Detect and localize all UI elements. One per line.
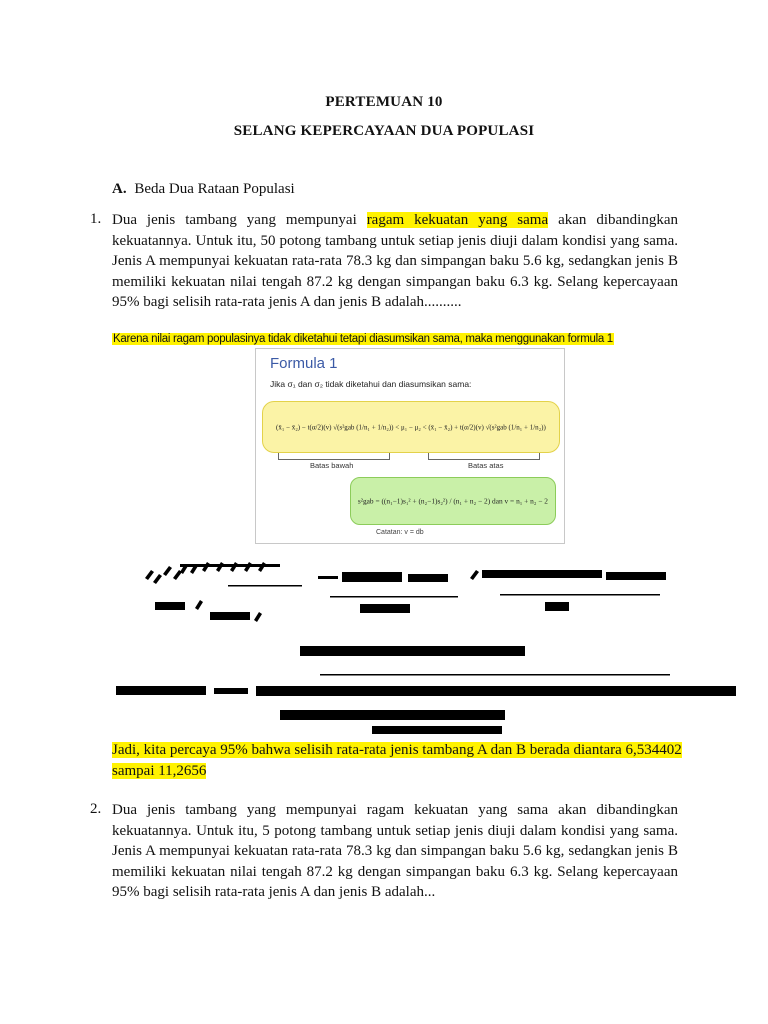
lower-bound-label: Batas bawah — [310, 461, 354, 470]
garbled-fragment — [360, 604, 410, 613]
garbled-fragment — [300, 646, 525, 656]
upper-bound-label: Batas atas — [468, 461, 504, 470]
garbled-fragment — [545, 602, 569, 611]
garbled-fragment — [145, 566, 182, 584]
conclusion-highlight: Jadi, kita percaya 95% bahwa selisih rata-rata jenis tambang A dan B berada diantara 6,534402 sampai 11,2656 — [112, 742, 682, 779]
garbled-fragment — [180, 562, 280, 574]
confidence-interval-formula — [262, 401, 560, 453]
formula-box — [255, 348, 565, 544]
conclusion-text — [112, 740, 688, 782]
garbled-fragment — [372, 726, 502, 734]
question-2-number: 2. — [90, 801, 102, 817]
question-1-text-pre: Dua jenis tambang yang mempunyai — [112, 212, 367, 228]
pooled-variance-formula — [350, 477, 556, 525]
garbled-fragment — [116, 686, 736, 696]
garbled-fragment — [210, 612, 262, 622]
section-title: Beda Dua Rataan Populasi — [134, 181, 295, 197]
section-heading — [112, 181, 295, 198]
garbled-fragment — [470, 570, 666, 580]
formula-title: Formula 1 — [270, 355, 338, 372]
section-label: A. — [112, 181, 127, 197]
question-1-number: 1. — [90, 211, 102, 227]
pooled-variance-formula-text: s²gab = ((n₁−1)s₁² + (n₂−1)s₂²) / (n₁ + n₂ − 2) dan v = n₁ + n₂ − 2 — [357, 496, 549, 506]
question-1-text — [112, 210, 678, 313]
page-subtitle: SELANG KEPERCAYAAN DUA POPULASI — [233, 123, 535, 139]
upper-bound-brace — [428, 453, 540, 460]
formula-note: Karena nilai ragam populasinya tidak diketahui tetapi diasumsikan sama, maka menggunakan formula 1 — [113, 333, 613, 345]
question-2-text: Dua jenis tambang yang mempunyai ragam kekuatan yang sama akan dibandingkan kekuatannya. Untuk itu, 5 potong tambang untuk setiap jenis diuji dalam kondisi yang sama. Jenis A mempunyai kekuatan rata-rata 78.3 kg dan simpangan baku 5.6 kg, sedangkan jenis B memiliki kekuatan nilai tengah 87.2 kg dengan simpangan baku 6.3 kg. Selang kepercayaan 95% bagi selisih rata-rata jenis A dan jenis B adalah... — [112, 802, 678, 901]
question-1-highlight: ragam kekuatan yang sama — [366, 212, 549, 228]
garbled-fragment — [318, 572, 448, 582]
question-1-text-post: akan dibandingkan kekuatannya. Untuk itu, 50 potong tambang untuk setiap jenis diuji dalam kondisi yang sama. Jenis A mempunyai kekuatan rata-rata 78.3 kg dan simpangan baku 5.6 kg, sedangkan jenis B memiliki kekuatan nilai tengah 87.2 kg dengan simpangan baku 6.3 kg. Selang kepercayaan 95% bagi selisih rata-rata jenis A dan jenis B adalah.......... — [112, 212, 678, 311]
formula-footnote: Catatan: v = db — [376, 529, 424, 536]
page-title: PERTEMUAN 10 — [325, 94, 443, 110]
garbled-calculation-block — [0, 550, 768, 735]
formula-subtitle: Jika σ₁ dan σ₂ tidak diketahui dan diasumsikan sama: — [270, 379, 472, 389]
garbled-fragment — [280, 710, 505, 720]
lower-bound-brace — [278, 453, 390, 460]
garbled-fragment — [155, 600, 203, 610]
confidence-interval-formula-text: (x̄₁ − x̄₂) − t(α/2)(v) √(s²gab (1/n₁ + 1/n₂)) < μ₁ − μ₂ < (x̄₁ − x̄₂) + t(α/2)(v) √(s²gab (1/n₁ + 1/n₂)) — [276, 423, 546, 431]
